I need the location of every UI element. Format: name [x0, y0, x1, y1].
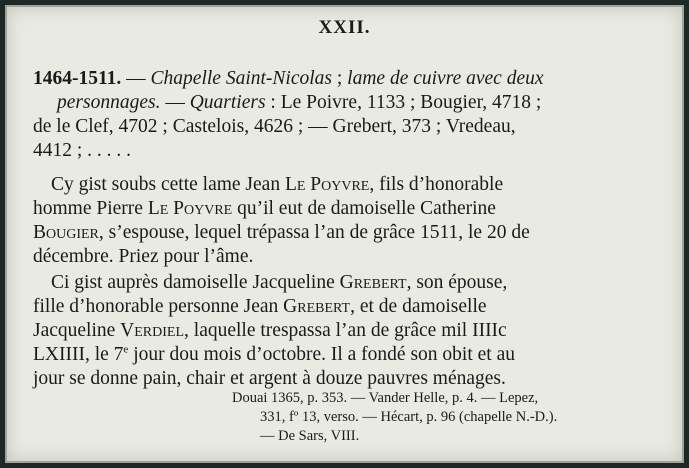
p1-text-e: , s’espouse, lequel trépassa l’an de grâce 1511, le 20 de — [98, 222, 530, 243]
p2-text-f: , laquelle trespassa l’an de grâce mil IIIIc — [184, 320, 507, 341]
p2-text-b: , son épouse, — [406, 272, 508, 293]
p2-name-grebert-2: Grebert — [283, 296, 351, 317]
entry-quartiers-label: Quartiers — [189, 92, 266, 113]
p2-text-g: LXIIII, le 7 — [33, 344, 124, 365]
entry-chapel: Chapelle Saint-Nicolas — [150, 68, 332, 89]
p1-text-c: homme Pierre — [33, 198, 148, 219]
p1-name-jean: Le Poyvre — [284, 174, 370, 195]
p2-text-e: Jacqueline — [33, 320, 121, 341]
p2-line-3 — [33, 319, 507, 342]
p2-name-grebert-1: Grebert — [339, 272, 407, 293]
section-heading: XXII. — [318, 17, 371, 38]
p2-text-a: Ci gist auprès damoiselle Jacqueline — [51, 272, 340, 293]
entry-line-4: 4412 ; . . . . . — [33, 140, 132, 161]
p2-line-5: jour se donne pain, chair et argent à douze pauvres ménages. — [33, 368, 506, 389]
reference-line-3: — De Sars, VIII. — [260, 428, 360, 444]
p1-text-a: Cy gist soubs cette lame Jean — [51, 174, 285, 195]
entry-dash-2: — — [160, 92, 190, 113]
p2-text-d: , et de damoiselle — [350, 296, 487, 317]
p2-line-1 — [51, 271, 507, 294]
p1-name-pierre: Le Poyvre — [147, 198, 233, 219]
p1-line-4: décembre. Priez pour l’âme. — [33, 246, 254, 267]
p2-text-h: jour dou mois d’octobre. Il a fondé son obit et au — [128, 344, 515, 365]
p2-line-2 — [33, 295, 487, 318]
p2-line-4 — [33, 343, 515, 366]
entry-date: 1464-1511. — [33, 68, 122, 89]
p2-name-verdiel: Verdiel — [120, 320, 185, 341]
p1-text-d: qu’il eut de damoiselle Catherine — [232, 198, 496, 219]
entry-quartiers-list: : Le Poivre, 1133 ; Bougier, 4718 ; — [265, 92, 542, 113]
entry-lame: lame de cuivre avec deux — [347, 68, 544, 89]
entry-dash: — — [121, 68, 151, 89]
p1-name-bougier: Bougier — [33, 222, 99, 243]
p1-line-1 — [51, 173, 503, 196]
p1-line-3 — [33, 221, 530, 244]
entry-sep: ; — [332, 68, 348, 89]
reference-line-1: Douai 1365, p. 353. — Vander Helle, p. 4. — Lepez, — [232, 390, 539, 406]
entry-personnages: personnages. — [57, 92, 161, 113]
p1-text-b: , fils d’honorable — [369, 174, 504, 195]
entry-line-1 — [33, 67, 544, 90]
p2-text-c: fille d’honorable personne Jean — [33, 296, 284, 317]
document-page — [5, 5, 684, 463]
entry-line-3: de le Clef, 4702 ; Castelois, 4626 ; — Grebert, 373 ; Vredeau, — [33, 116, 516, 137]
entry-line-2 — [57, 91, 541, 114]
reference-line-2: 331, fº 13, verso. — Hécart, p. 96 (chapelle N.-D.). — [260, 409, 558, 425]
p2-superscript: e — [123, 343, 129, 356]
p1-line-2 — [33, 197, 496, 220]
